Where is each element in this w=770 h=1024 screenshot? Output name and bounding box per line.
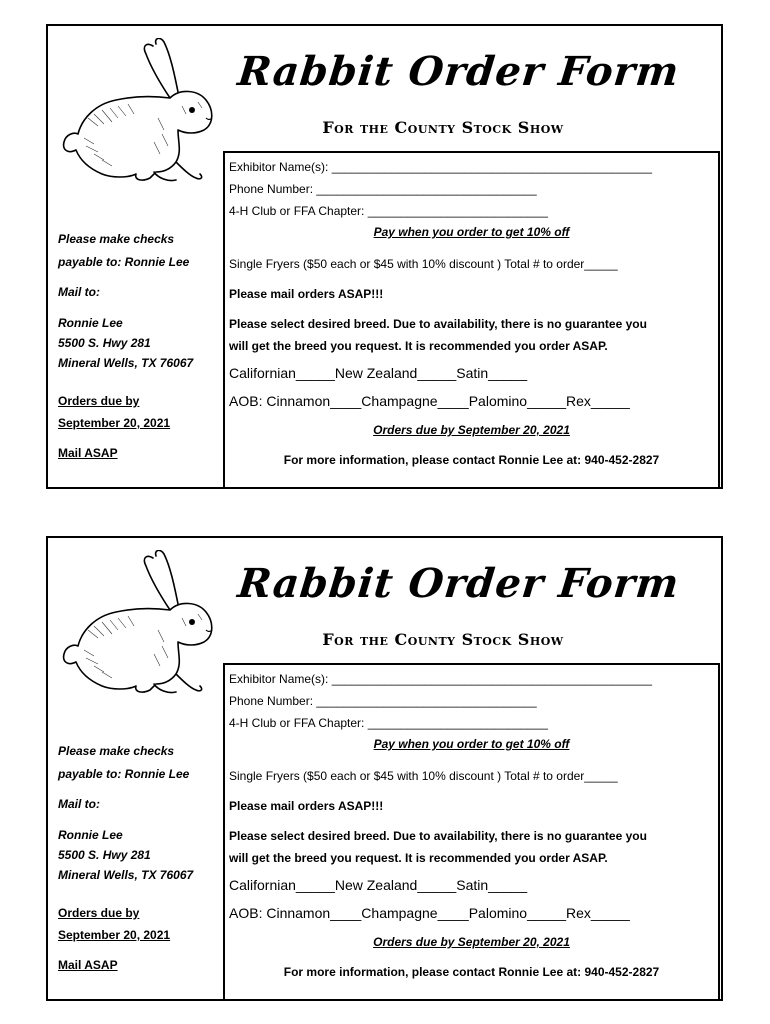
breed-options-b[interactable]: AOB: Cinnamon____Champagne____Palomino_____Rex_____ <box>229 905 630 921</box>
mail-to-label: Mail to: <box>58 797 100 811</box>
breed-note-line-2: will get the breed you request. It is recommended you order ASAP. <box>229 339 608 353</box>
address-name: Ronnie Lee <box>58 316 123 330</box>
exhibitor-field[interactable]: Exhibitor Name(s): ________________________________________________ <box>229 160 653 174</box>
phone-field[interactable]: Phone Number: _________________________________ <box>229 694 537 708</box>
pay-note: Pay when you order to get 10% off <box>373 225 570 239</box>
address-city: Mineral Wells, TX 76067 <box>58 356 194 370</box>
form-title: Rabbit Order Form <box>235 48 682 95</box>
breed-options-a[interactable]: Californian_____New Zealand_____Satin_____ <box>229 877 528 893</box>
mail-to-label: Mail to: <box>58 285 100 299</box>
checks-line-1: Please make checks <box>58 744 175 758</box>
order-details-box <box>223 151 720 487</box>
phone-field[interactable]: Phone Number: _________________________________ <box>229 182 537 196</box>
breed-options-a[interactable]: Californian_____New Zealand_____Satin_____ <box>229 365 528 381</box>
due-line-2: September 20, 2021 <box>58 928 171 942</box>
due-line-1: Orders due by <box>58 906 140 920</box>
form-subtitle: For the County Stock Show <box>322 630 564 649</box>
address-city: Mineral Wells, TX 76067 <box>58 868 194 882</box>
form-title: Rabbit Order Form <box>235 560 682 607</box>
due-line-1: Orders due by <box>58 394 140 408</box>
mail-asap-left: Mail ASAP <box>58 446 118 460</box>
breed-note-line-1: Please select desired breed. Due to availability, there is no guarantee you <box>229 829 647 843</box>
fryers-order-field[interactable]: Single Fryers ($50 each or $45 with 10% discount ) Total # to order_____ <box>229 769 618 783</box>
checks-line-2: payable to: Ronnie Lee <box>58 255 190 269</box>
club-field[interactable]: 4-H Club or FFA Chapter: ___________________________ <box>229 204 548 218</box>
club-field[interactable]: 4-H Club or FFA Chapter: ___________________________ <box>229 716 548 730</box>
contact-info: For more information, please contact Ronnie Lee at: 940-452-2827 <box>283 965 660 979</box>
order-form-2 <box>46 536 723 1001</box>
breed-options-b[interactable]: AOB: Cinnamon____Champagne____Palomino_____Rex_____ <box>229 393 630 409</box>
mail-asap-notice: Please mail orders ASAP!!! <box>229 799 384 813</box>
checks-line-1: Please make checks <box>58 232 175 246</box>
due-line-2: September 20, 2021 <box>58 416 171 430</box>
due-note: Orders due by September 20, 2021 <box>373 935 570 949</box>
order-form-1 <box>46 24 723 489</box>
form-subtitle: For the County Stock Show <box>322 118 564 137</box>
checks-line-2: payable to: Ronnie Lee <box>58 767 190 781</box>
fryers-order-field[interactable]: Single Fryers ($50 each or $45 with 10% discount ) Total # to order_____ <box>229 257 618 271</box>
rabbit-icon <box>58 38 220 188</box>
due-note: Orders due by September 20, 2021 <box>373 423 570 437</box>
rabbit-icon <box>58 550 220 700</box>
order-details-box <box>223 663 720 999</box>
pay-note: Pay when you order to get 10% off <box>373 737 570 751</box>
mail-asap-notice: Please mail orders ASAP!!! <box>229 287 384 301</box>
address-name: Ronnie Lee <box>58 828 123 842</box>
breed-note-line-2: will get the breed you request. It is recommended you order ASAP. <box>229 851 608 865</box>
breed-note-line-1: Please select desired breed. Due to availability, there is no guarantee you <box>229 317 647 331</box>
address-street: 5500 S. Hwy 281 <box>58 336 151 350</box>
address-street: 5500 S. Hwy 281 <box>58 848 151 862</box>
mail-asap-left: Mail ASAP <box>58 958 118 972</box>
exhibitor-field[interactable]: Exhibitor Name(s): ________________________________________________ <box>229 672 653 686</box>
contact-info: For more information, please contact Ronnie Lee at: 940-452-2827 <box>283 453 660 467</box>
